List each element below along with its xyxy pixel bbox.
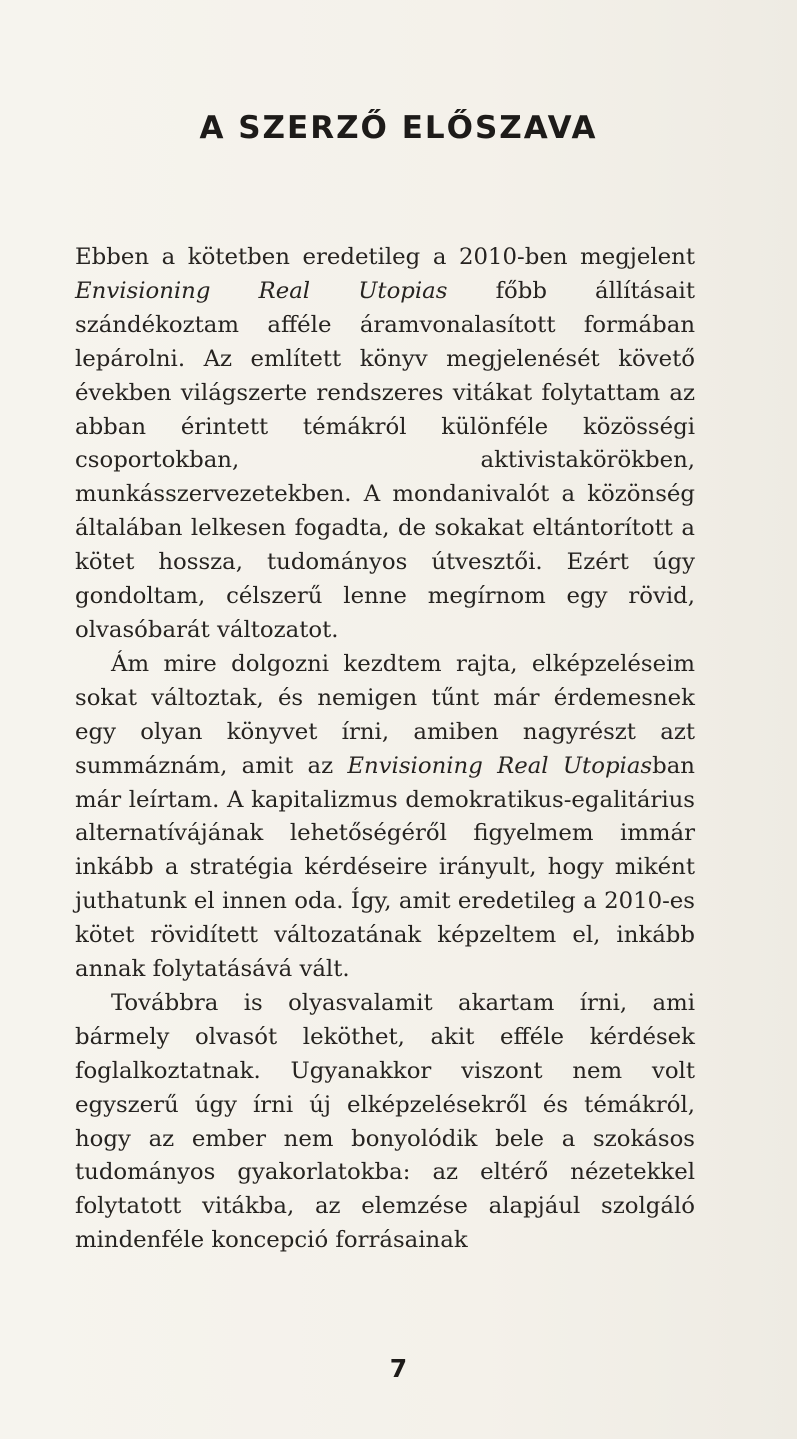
book-title-reference: Envisioning Real Utopias [75,277,448,304]
paragraph-text: Továbbra is olyasvalamit akartam írni, ami bármely olvasót leköthet, akit efféle kérdések foglalkoztatnak. Ugyanakkor viszont nem volt egyszerű úgy írni új elképzelésekről és témákról, hogy az ember nem bonyolódik bele a szokásos tudományos gyakorlatokba: az eltérő nézetekkel folytatott vitákba, az elemzése alapjául szolgáló mindenféle koncepció forrásainak [75,989,695,1254]
paragraph [75,241,695,648]
paragraph [75,648,695,987]
chapter-title: A SZERZŐ ELŐSZAVA [199,110,598,146]
paragraph-text: főbb állításait szándékoztam afféle áramvonalasított formában lepárolni. Az említett könyv megjelenését követő években világszerte rendszeres vitákat folytattam az abban érintett témákról különféle közösségi csoportokban, aktivistakörökben, munkásszervezetekben. A mondanivalót a közönség általában lelkesen fogadta, de sokakat eltántorított a kötet hossza, tudományos útvesztői. Ezért úgy gondoltam, célszerű lenne megírnom egy rövid, olvasóbarát változatot. [75,277,695,643]
paragraph-text: ban már leírtam. A kapitalizmus demokratikus-egalitárius alternatívájának lehetőségéről figyelmem immár inkább a stratégia kérdéseire irányult, hogy miként juthatunk el innen oda. Így, amit eredetileg a 2010-es kötet rövidített változatának képzeltem el, inkább annak folytatásává vált. [75,752,695,983]
page-number: 7 [389,1354,408,1383]
body-text [75,241,695,1258]
paragraph-text: Ebben a kötetben eredetileg a 2010-ben megjelent [75,244,695,270]
paragraph [75,987,695,1258]
paragraph-text: Ám mire dolgozni kezdtem rajta, elképzeléseim sokat változtak, és nemigen tűnt már érdemesnek egy olyan könyvet írni, amiben nagyrészt azt summáznám, amit az [75,650,695,779]
book-title-reference: Envisioning Real Utopias [347,752,653,779]
